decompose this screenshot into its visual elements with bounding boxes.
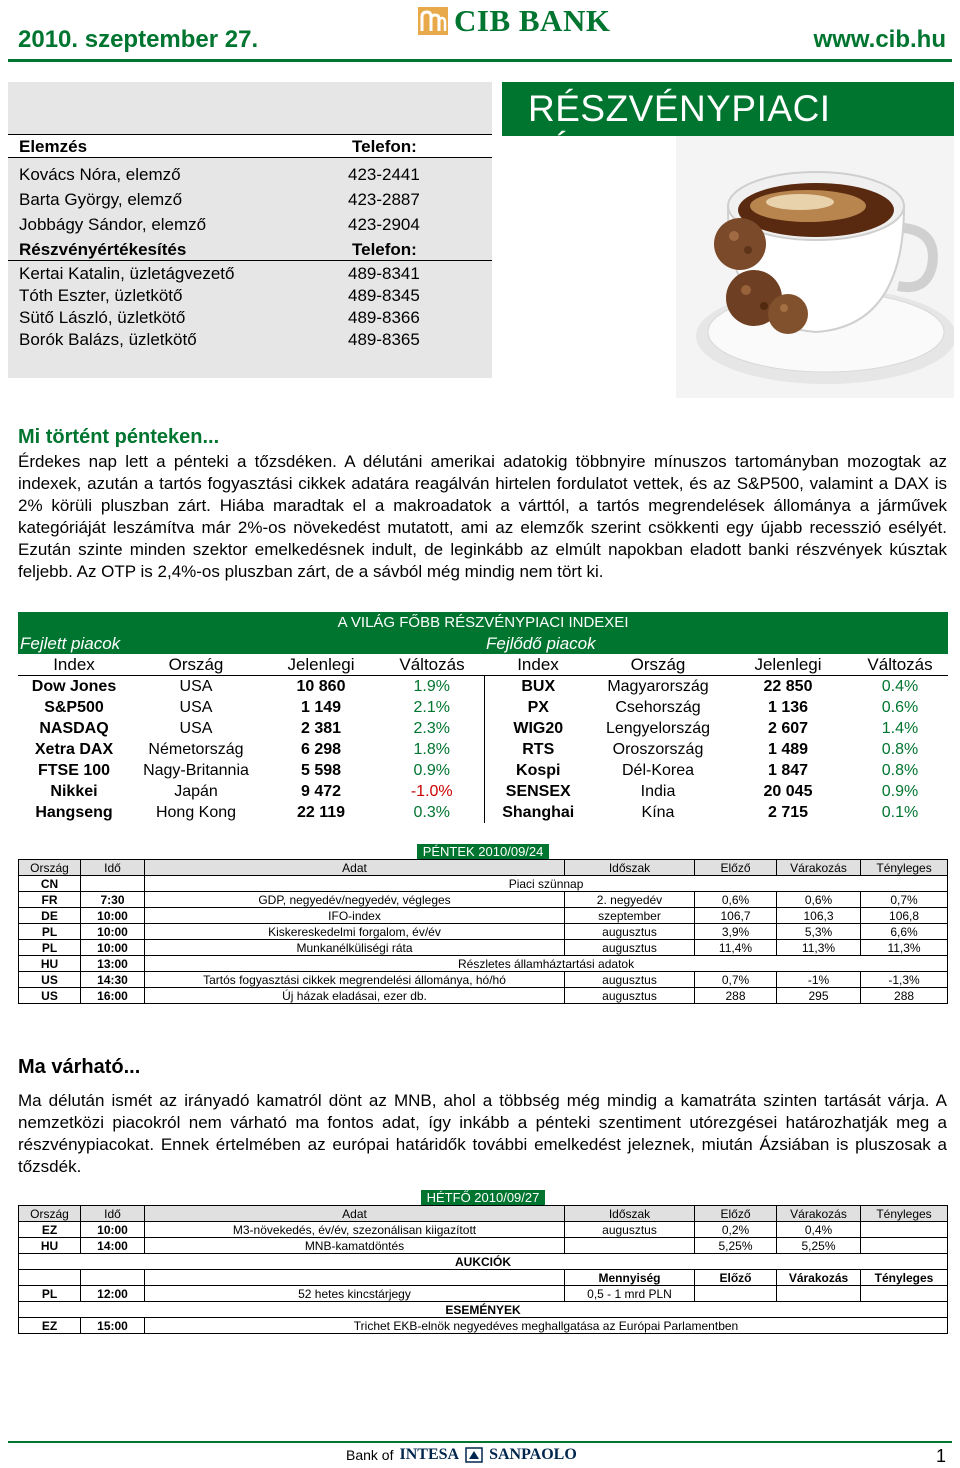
contact-phone: 489-8365 <box>348 330 420 349</box>
index-row <box>18 781 948 802</box>
website-link[interactable]: www.cib.hu <box>813 26 946 53</box>
calendar-data: GDP, negyedév/negyedév, végleges <box>145 892 565 908</box>
calendar-row <box>19 988 948 1004</box>
calendar-time: 10:00 <box>81 940 145 956</box>
calendar-country: PL <box>19 1286 81 1302</box>
calendar-country: PL <box>19 940 81 956</box>
auction-row <box>19 1286 948 1302</box>
calendar-previous: 3,9% <box>695 924 777 940</box>
calendar-data: Tartós fogyasztási cikkek megrendelési állománya, hó/hó <box>145 972 565 988</box>
calendar-time <box>81 876 145 892</box>
col-header: Változás <box>380 654 484 676</box>
calendar-country: CN <box>19 876 81 892</box>
calendar-actual: 11,3% <box>861 940 948 956</box>
calendar-col-header: Adat <box>145 1206 565 1222</box>
index-country: USA <box>179 698 213 716</box>
events-title: ESEMÉNYEK <box>19 1302 948 1318</box>
contact-name: Borók Balázs, üzletkötő <box>19 330 197 349</box>
auctions-col-header: Várakozás <box>777 1270 861 1286</box>
index-value: 1 149 <box>300 698 342 716</box>
index-country: Japán <box>174 782 218 800</box>
index-row <box>18 676 948 698</box>
index-value: 2 381 <box>300 719 342 737</box>
friday-calendar-table <box>18 844 948 1004</box>
cib-bank-logo <box>418 4 610 38</box>
calendar-time: 7:30 <box>81 892 145 908</box>
calendar-time: 16:00 <box>81 988 145 1004</box>
calendar-country: EZ <box>19 1318 81 1334</box>
calendar-data: Piaci szünnap <box>145 876 948 892</box>
index-country: Magyarország <box>607 677 709 695</box>
calendar-actual: 106,8 <box>861 908 948 924</box>
calendar-col-header: Tényleges <box>861 860 948 876</box>
calendar-data: Részletes államháztartási adatok <box>145 956 948 972</box>
index-value: 22 119 <box>296 803 346 821</box>
calendar-data: Trichet EKB-elnök negyedéves meghallgatása az Európai Parlamentben <box>145 1318 948 1334</box>
calendar-actual <box>861 1286 948 1302</box>
col-header: Ország <box>130 654 262 676</box>
calendar-banner: PÉNTEK 2010/09/24 <box>417 844 550 859</box>
col-header: Jelenlegi <box>262 654 380 676</box>
calendar-period: augusztus <box>565 1222 695 1238</box>
calendar-actual: -1,3% <box>861 972 948 988</box>
contacts-phone-label: Telefon: <box>352 240 417 259</box>
section-heading-expected: Ma várható... <box>18 1056 141 1078</box>
calendar-country: US <box>19 972 81 988</box>
index-name: BUX <box>521 677 556 695</box>
bank-of-label: Bank of <box>346 1447 394 1463</box>
calendar-time: 10:00 <box>81 924 145 940</box>
contact-name: Jobbágy Sándor, elemző <box>19 215 207 234</box>
index-change: 0.9% <box>380 760 484 781</box>
index-country: USA <box>179 677 213 695</box>
contact-phone: 423-2441 <box>348 165 420 184</box>
index-name: RTS <box>522 740 555 758</box>
calendar-row <box>19 924 948 940</box>
sanpaolo-label: SANPAOLO <box>489 1446 577 1463</box>
index-change: 1.9% <box>380 676 484 698</box>
index-row <box>18 760 948 781</box>
contact-phone: 423-2904 <box>348 215 420 234</box>
calendar-period <box>565 1238 695 1254</box>
report-date: 2010. szeptember 27. <box>18 26 259 53</box>
calendar-expected: 5,3% <box>777 924 861 940</box>
calendar-expected: -1% <box>777 972 861 988</box>
contacts-section-title: Elemzés <box>19 137 88 156</box>
calendar-col-header: Várakozás <box>777 860 861 876</box>
index-change: 0.6% <box>881 698 919 716</box>
index-value: 1 489 <box>767 740 809 758</box>
calendar-data: 52 hetes kincstárjegy <box>145 1286 565 1302</box>
calendar-country: HU <box>19 956 81 972</box>
header-divider <box>8 59 952 62</box>
index-change: 0.3% <box>380 802 484 823</box>
calendar-previous: 0,7% <box>695 972 777 988</box>
calendar-period: augusztus <box>565 972 695 988</box>
events-title-row <box>19 1302 948 1318</box>
index-country: Oroszország <box>612 740 704 758</box>
index-value: 5 598 <box>300 761 342 779</box>
index-country: Lengyelország <box>605 719 711 737</box>
calendar-previous: 0,6% <box>695 892 777 908</box>
col-header: Jelenlegi <box>724 654 852 676</box>
calendar-actual: 288 <box>861 988 948 1004</box>
contact-phone: 489-8345 <box>348 286 420 305</box>
calendar-previous: 5,25% <box>695 1238 777 1254</box>
index-country: India <box>640 782 676 800</box>
contact-phone: 423-2887 <box>348 190 420 209</box>
index-name: Shanghai <box>502 803 575 821</box>
calendar-actual <box>861 1222 948 1238</box>
calendar-row <box>19 1238 948 1254</box>
sanpaolo-emblem-icon <box>465 1447 483 1463</box>
index-country: Nagy-Britannia <box>143 761 249 779</box>
col-header: Ország <box>592 654 724 676</box>
calendar-country: FR <box>19 892 81 908</box>
index-change: 2.1% <box>380 697 484 718</box>
index-value: 9 472 <box>300 782 342 800</box>
calendar-actual: 0,7% <box>861 892 948 908</box>
calendar-data: M3-növekedés, év/év, szezonálisan kiigazított <box>145 1222 565 1238</box>
event-row <box>19 1318 948 1334</box>
report-title-bar <box>502 82 954 171</box>
auction-quantity: 0,5 - 1 mrd PLN <box>565 1286 695 1302</box>
index-row <box>18 802 948 823</box>
calendar-country: DE <box>19 908 81 924</box>
calendar-actual: 6,6% <box>861 924 948 940</box>
emerging-markets-label: Fejlődő piacok <box>484 633 948 654</box>
index-value: 22 850 <box>763 677 813 695</box>
page-number: 1 <box>935 1446 946 1466</box>
index-name: NASDAQ <box>39 719 109 737</box>
empty-cell <box>19 1270 81 1286</box>
index-value: 20 045 <box>763 782 813 800</box>
calendar-row <box>19 876 948 892</box>
auctions-header-row <box>19 1270 948 1286</box>
index-value: 1 847 <box>767 761 809 779</box>
auctions-col-header: Tényleges <box>861 1270 948 1286</box>
index-change: 1.4% <box>881 719 919 737</box>
calendar-banner: HÉTFŐ 2010/09/27 <box>421 1190 546 1205</box>
empty-cell <box>145 1270 565 1286</box>
index-name: Hangseng <box>35 803 113 821</box>
calendar-header-row <box>19 1206 948 1222</box>
calendar-row <box>19 1222 948 1238</box>
calendar-col-header: Időszak <box>565 860 695 876</box>
calendar-data: MNB-kamatdöntés <box>145 1238 565 1254</box>
calendar-time: 12:00 <box>81 1286 145 1302</box>
index-row <box>18 718 948 739</box>
calendar-col-header: Várakozás <box>777 1206 861 1222</box>
index-country: Hong Kong <box>155 803 237 821</box>
footer-divider <box>8 1441 952 1443</box>
index-country: USA <box>179 719 213 737</box>
calendar-col-header: Időszak <box>565 1206 695 1222</box>
contact-phone: 489-8366 <box>348 308 420 327</box>
index-name: S&P500 <box>44 698 104 716</box>
calendar-country: EZ <box>19 1222 81 1238</box>
calendar-period: 2. negyedév <box>565 892 695 908</box>
report-title: RÉSZVÉNYPIACI HÍREK <box>528 88 831 171</box>
calendar-row <box>19 892 948 908</box>
index-change: 0.9% <box>881 782 919 800</box>
index-name: Xetra DAX <box>34 740 114 758</box>
calendar-data: Munkanélküliségi ráta <box>145 940 565 956</box>
calendar-expected: 5,25% <box>777 1238 861 1254</box>
auctions-title-row <box>19 1254 948 1270</box>
calendar-previous: 288 <box>695 988 777 1004</box>
calendar-data: IFO-index <box>145 908 565 924</box>
calendar-previous: 106,7 <box>695 908 777 924</box>
calendar-col-header: Ország <box>19 860 81 876</box>
calendar-period: augusztus <box>565 988 695 1004</box>
index-value: 1 136 <box>767 698 809 716</box>
calendar-expected: 11,3% <box>777 940 861 956</box>
index-country: Németország <box>148 740 244 758</box>
calendar-previous <box>695 1286 777 1302</box>
calendar-col-header: Tényleges <box>861 1206 948 1222</box>
calendar-country: PL <box>19 924 81 940</box>
expected-summary: Ma délután ismét az irányadó kamatról dönt az MNB, ahol a többség még mindig a kamatráta szinten tartását várja. A nemzetközi piacokról nem várható ma fontos adat, így inkább a pénteki szentiment utórezgései határozhatják meg a részvénypiacokat. Ennek értelmében az európai határidők további emelkedést jeleznek, miután Ázsiában is pluszosak a tőzsdék. <box>18 1091 947 1176</box>
col-header: Index <box>484 654 592 676</box>
contact-phone: 489-8341 <box>348 264 420 283</box>
brand-name: CIB BANK <box>454 3 611 38</box>
indices-title: A VILÁG FŐBB RÉSZVÉNYPIACI INDEXEI <box>18 612 948 633</box>
calendar-banner-row <box>19 1190 948 1206</box>
monday-calendar-table <box>18 1190 948 1334</box>
calendar-previous: 11,4% <box>695 940 777 956</box>
contact-name: Kertai Katalin, üzletágvezető <box>19 264 235 283</box>
index-name: PX <box>527 698 549 716</box>
calendar-expected: 0,4% <box>777 1222 861 1238</box>
contact-name: Kovács Nóra, elemző <box>19 165 181 184</box>
index-value: 10 860 <box>296 677 346 695</box>
calendar-expected: 106,3 <box>777 908 861 924</box>
calendar-data: Kiskereskedelmi forgalom, év/év <box>145 924 565 940</box>
index-value: 2 715 <box>767 803 809 821</box>
section-heading-friday: Mi történt pénteken... <box>18 426 220 448</box>
index-row <box>18 739 948 760</box>
index-country: Csehország <box>615 698 701 716</box>
auctions-col-header: Mennyiség <box>565 1270 695 1286</box>
index-value: 6 298 <box>300 740 342 758</box>
calendar-country: HU <box>19 1238 81 1254</box>
calendar-data: Új házak eladásai, ezer db. <box>145 988 565 1004</box>
index-change: 0.4% <box>881 677 919 695</box>
contact-name: Barta György, elemző <box>19 190 183 209</box>
index-change: -1.0% <box>380 781 484 802</box>
intesa-label: INTESA <box>399 1446 460 1463</box>
index-name: FTSE 100 <box>37 761 111 779</box>
index-change: 1.8% <box>380 739 484 760</box>
calendar-time: 14:30 <box>81 972 145 988</box>
calendar-expected: 295 <box>777 988 861 1004</box>
calendar-col-header: Adat <box>145 860 565 876</box>
calendar-row <box>19 940 948 956</box>
friday-summary: Érdekes nap lett a pénteki a tőzsdéken. A délutáni amerikai adatokig többnyire mínuszos tartományban mozogtak az indexek, azután a tartós fogyasztási cikkek adatára reagálván hirtelen fordulatot vettek, és az S&P500, valamint a DAX is 2% körüli pluszban zárt. Hiába maradtak el a makroadatok a várttól, a tartós megrendelések állománya a járművek kategóriáját leszámítva már 2%-os növekedést mutatott, ami az elemzők szerint csökkenti egy újabb recesszió esélyét. Ezután szinte minden szektor emelkedésnek indult, de leginkább az elmúlt napokban eladott banki részvények kúsztak feljebb. Az OTP is 2,4%-os pluszban zárt, de a sávból még mindig nem tört ki. <box>18 452 947 581</box>
calendar-period: augusztus <box>565 940 695 956</box>
calendar-previous: 0,2% <box>695 1222 777 1238</box>
calendar-row <box>19 972 948 988</box>
calendar-actual <box>861 1238 948 1254</box>
calendar-expected: 0,6% <box>777 892 861 908</box>
index-name: Nikkei <box>50 782 98 800</box>
calendar-period: szeptember <box>565 908 695 924</box>
index-change: 0.8% <box>881 740 919 758</box>
calendar-col-header: Előző <box>695 860 777 876</box>
contacts-phone-label: Telefon: <box>352 137 417 156</box>
index-change: 0.1% <box>881 803 919 821</box>
calendar-col-header: Előző <box>695 1206 777 1222</box>
calendar-period: augusztus <box>565 924 695 940</box>
auctions-title: AUKCIÓK <box>19 1254 948 1270</box>
index-name: Dow Jones <box>31 677 117 695</box>
intesa-sanpaolo-logo <box>346 1446 577 1464</box>
calendar-country: US <box>19 988 81 1004</box>
calendar-col-header: Idő <box>81 860 145 876</box>
col-header: Változás <box>852 654 948 676</box>
calendar-time: 10:00 <box>81 908 145 924</box>
calendar-header-row <box>19 860 948 876</box>
index-country: Dél-Korea <box>621 761 695 779</box>
auctions-col-header: Előző <box>695 1270 777 1286</box>
index-row <box>18 697 948 718</box>
index-change: 0.8% <box>881 761 919 779</box>
contacts-section-title: Részvényértékesítés <box>19 240 187 259</box>
index-name: WIG20 <box>513 719 564 737</box>
index-name: Kospi <box>516 761 561 779</box>
calendar-col-header: Ország <box>19 1206 81 1222</box>
calendar-row <box>19 908 948 924</box>
world-indices-table <box>18 612 948 823</box>
developed-markets-label: Fejlett piacok <box>18 633 484 654</box>
calendar-expected <box>777 1286 861 1302</box>
calendar-time: 13:00 <box>81 956 145 972</box>
calendar-time: 15:00 <box>81 1318 145 1334</box>
contact-name: Tóth Eszter, üzletkötő <box>19 286 183 305</box>
index-value: 2 607 <box>767 719 809 737</box>
index-change: 2.3% <box>380 718 484 739</box>
calendar-col-header: Idő <box>81 1206 145 1222</box>
col-header: Index <box>18 654 130 676</box>
index-country: Kína <box>641 803 675 821</box>
contact-name: Sütő László, üzletkötő <box>19 308 186 327</box>
calendar-time: 10:00 <box>81 1222 145 1238</box>
empty-cell <box>81 1270 145 1286</box>
calendar-row <box>19 956 948 972</box>
calendar-time: 14:00 <box>81 1238 145 1254</box>
coffee-cup-photo <box>676 136 954 398</box>
index-name: SENSEX <box>505 782 571 800</box>
cib-logo-icon <box>418 7 448 35</box>
